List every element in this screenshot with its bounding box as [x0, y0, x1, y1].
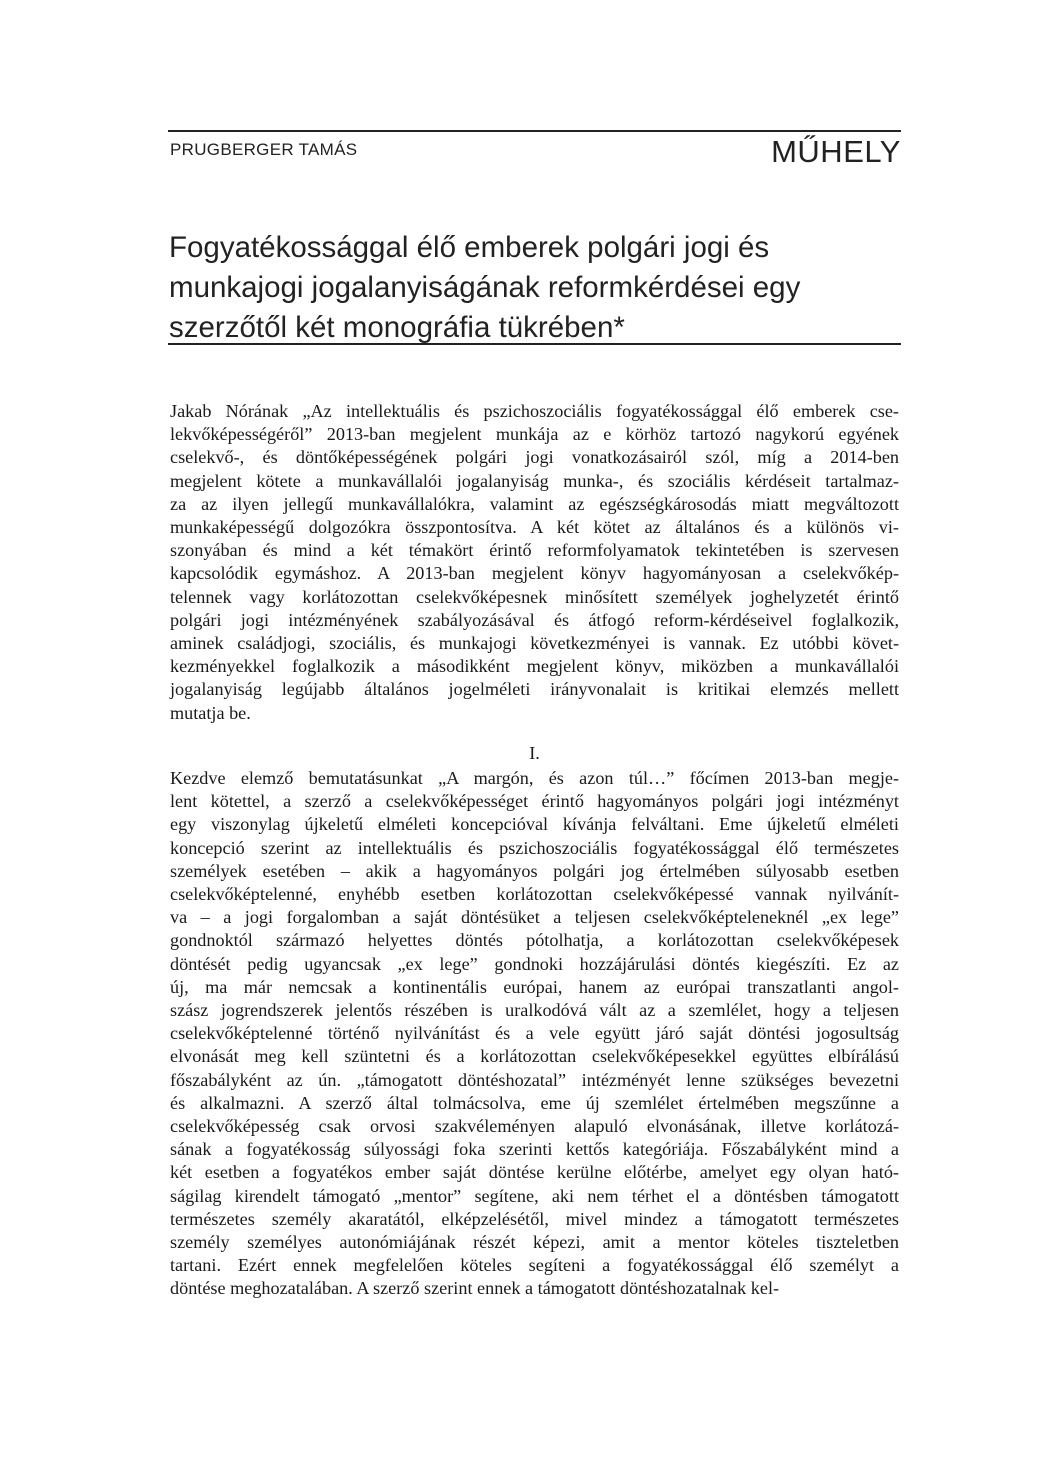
text-line: koncepció szerint az intellektuális és pszichoszociális fogyatékossággal élő természetes [170, 837, 899, 858]
text-line: szász jogrendszerek jelentős részében is uralkodóvá vált az a szemlélet, hogy a teljesen [170, 1000, 899, 1021]
title-line: szerzőtől két monográfia tükrében* [169, 311, 625, 344]
text-line: cselekvőképesség csak orvosi szakvéleményen alapuló elvonásának, illetve korlátozá- [170, 1116, 899, 1137]
text-line: két esetben a fogyatékos ember saját döntése kerülne előtérbe, amelyet egy olyan ható- [170, 1162, 899, 1183]
text-line: Jakab Nórának „Az intellektuális és pszichoszociális fogyatékossággal élő emberek cse- [170, 401, 899, 421]
article-title [169, 228, 904, 348]
text-line: és alkalmazni. A szerző által tolmácsolva, eme új szemlélet értelmében megszűnne a [170, 1092, 899, 1113]
text-line: egy viszonylag újkeletű elméleti koncepcióval kívánja felváltani. Eme újkeletű elméleti [170, 814, 899, 835]
title-line: munkajogi jogalanyiságának reformkérdései egy [169, 271, 801, 304]
text-line: döntése meghozatalában. A szerző szerint ennek a támogatott döntéshozatalnak kel- [170, 1278, 780, 1299]
abstract-paragraph [170, 400, 899, 725]
text-line: kezményekkel foglalkozik a másodikként megjelent könyv, miközben a munkavállalói [170, 656, 899, 677]
text-line: va – a jogi forgalomban a saját döntésüket a teljesen cselekvőképteleneknél „ex lege” [170, 907, 899, 928]
text-line: lekvőképességéről” 2013-ban megjelent munkája az e körhöz tartozó nagykorú egyének [170, 424, 899, 445]
title-rule [168, 343, 901, 345]
text-line: elvonását meg kell szüntetni és a korlátozottan cselekvőképesekkel együttes elbírálású [170, 1046, 899, 1067]
text-line: cselekvőképtelenné történő nyilvánítást és a vele együtt járó saját döntési jogosultság [170, 1023, 899, 1044]
title-line: Fogyatékossággal élő emberek polgári jogi és [169, 231, 770, 264]
text-line: gondnoktól származó helyettes döntés pótolhatja, a korlátozottan cselekvőképesek [170, 930, 899, 951]
text-line: aminek családjogi, szociális, és munkajogi következményei is vannak. Ez utóbbi követ- [170, 633, 899, 654]
text-line: za az ilyen jellegű munkavállalókra, valamint az egészségkárosodás miatt megváltozott [170, 493, 899, 514]
text-line: ságilag kirendelt támogató „mentor” segítene, aki nem térhet el a döntésben támogatott [170, 1185, 899, 1206]
text-line: cselekvőképtelenné, enyhébb esetben korlátozottan cselekvőképessé vannak nyilvánít- [170, 884, 899, 905]
text-line: személy személyes autonómiájának részét képezi, amit a mentor köteles tiszteletben [170, 1232, 899, 1253]
text-line: tartani. Ezért ennek megfelelően köteles segíteni a fogyatékossággal élő személyt a [170, 1255, 899, 1276]
text-line: telennek vagy korlátozottan cselekvőképesnek minősített személyek joghelyzetét érintő [170, 586, 899, 607]
text-line: szonyában és mind a két témakört érintő reformfolyamatok tekintetében is szervesen [170, 540, 899, 561]
text-line: jogalanyiság legújabb általános jogelméleti irányvonalait is kritikai elemzés mellett [170, 679, 899, 700]
body-paragraph [170, 767, 899, 1301]
text-line: polgári jogi intézményének szabályozásával és átfogó reform-kérdéseivel foglalkozik, [170, 609, 899, 630]
text-line: Kezdve elemző bemutatásunkat „A margón, és azon túl…” főcímen 2013-ban megje- [170, 768, 899, 788]
author-name: PRUGBERGER TAMÁS [170, 140, 358, 159]
text-line: döntését pedig ugyancsak „ex lege” gondnoki hozzájárulási döntés kiegészíti. Ez az [170, 953, 899, 974]
text-line: főszabályként az ún. „támogatott döntéshozatal” intézményét lenne szükséges bevezetni [170, 1069, 899, 1090]
text-line: személyek esetében – akik a hagyományos polgári jog értelmében súlyosabb esetben [170, 860, 899, 881]
text-line: lent kötettel, a szerző a cselekvőképességet érintő hagyományos polgári jogi intézményt [170, 791, 899, 812]
section-heading: I. [529, 743, 540, 763]
text-line: természetes személy akaratától, elképzelésétől, mivel mindez a támogatott természetes [170, 1208, 899, 1229]
text-line: kapcsolódik egymáshoz. A 2013-ban megjelent könyv hagyományosan a cselekvőkép- [170, 563, 899, 584]
section-label: MŰHELY [771, 134, 901, 169]
text-line: mutatja be. [170, 702, 251, 723]
text-line: új, ma már nemcsak a kontinentális európai, hanem az európai transzatlanti angol- [170, 976, 899, 997]
text-line: megjelent kötete a munkavállalói jogalanyiság munka-, és szociális kérdéseit tartalmaz- [170, 470, 899, 491]
text-line: sának a fogyatékosság súlyossági foka szerinti kettős kategóriája. Főszabályként mind a [170, 1139, 899, 1160]
text-line: munkaképességű dolgozókra összpontosítva. A két kötet az általános és a különös vi- [170, 517, 899, 538]
header-rule [168, 130, 901, 132]
text-line: cselekvő-, és döntőképességének polgári jogi vonatkozásairól szól, míg a 2014-ben [170, 447, 899, 468]
